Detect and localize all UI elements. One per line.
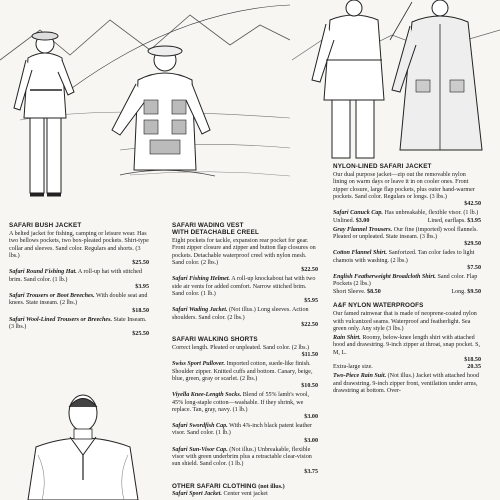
- heading-vest-1: SAFARI WADING VEST: [172, 222, 244, 229]
- flannel-shirt-desc: Sanforized. Tan color fades to light chamois with washing. (2 lbs.): [333, 250, 475, 264]
- helmet-price: $5.95: [304, 298, 318, 305]
- broadcloth-prices: [333, 289, 481, 296]
- pullover-price: $10.50: [301, 383, 318, 390]
- item-socks: [172, 392, 318, 421]
- flannel-trousers-desc: Our fine (imported) wool flannels. Pleated or unpleated. State inseam. (3 lbs.): [333, 226, 478, 240]
- swordfish-cap-desc: With 4⅞-inch black patent leather visor. Sand color. (1 lb.): [172, 423, 312, 437]
- rain-shirt-xl-price: 20.35: [467, 364, 481, 371]
- item-vest: [172, 238, 318, 275]
- wool-lined-desc: State Inseam. (3 lbs.): [9, 316, 147, 330]
- item-sport-jacket: [172, 491, 318, 498]
- pullover-desc: Imported cotton, suede-like finish. Shoulder zipper. Knitted cuffs and bottom. Canary, beige, blue, green, gray or scarlet. (2 lbs.): [172, 361, 313, 382]
- column-right: [333, 163, 481, 397]
- column-left: [9, 222, 149, 340]
- canuck-unlined-price: $3.00: [355, 217, 370, 224]
- item-rain-shirt: [333, 335, 481, 372]
- item-flannel-shirt: [333, 250, 481, 272]
- item-two-piece: [333, 373, 481, 395]
- waterproofs-desc: Our famed rainwear that is made of neoprene-coated nylon with vulcanized seams. Waterproof and featherlight. Sea green only. Any style (3 lbs.): [333, 311, 477, 333]
- rain-shirt-price: $18.50: [464, 357, 481, 364]
- item-helmet: [172, 276, 318, 305]
- rain-shirt-desc: Roomy, below-knee length shirt with attached hood and drawstring. 9-inch zipper at throat, snap pocket. S, M, L.: [333, 335, 481, 356]
- rain-shirt-xl-label: Extra-large size.: [333, 364, 373, 371]
- sport-jacket-name: Safari Sport Jacket.: [172, 491, 222, 498]
- sport-jacket-desc: Center vent jacket: [223, 491, 268, 498]
- canuck-cap-desc: Has unbreakable, flexible visor. (1 lb.): [384, 210, 479, 217]
- shorts-desc: Correct length. Pleated or unpleated. Sand color. (2 lbs.): [172, 344, 310, 351]
- bush-jacket-price: $25.50: [132, 260, 149, 267]
- canuck-lined-label: Lined, earflaps.: [427, 217, 466, 224]
- item-canuck-cap: [333, 210, 481, 225]
- illustration-pullover-model: [8, 385, 158, 500]
- illustration-jacket-models: [292, 0, 500, 162]
- broadcloth-name: English Featherweight Broadcloth Shirt.: [333, 273, 436, 280]
- wool-lined-name: Safari Wool-Lined Trousers or Breeches.: [9, 316, 112, 323]
- column-middle: [172, 222, 318, 500]
- wading-jacket-name: Safari Wading Jacket.: [172, 307, 228, 314]
- other-clothing-note: (not illus.): [258, 483, 285, 490]
- socks-desc: Blend of 55% lamb's wool, 45% long-staple cotton—washable. If they shrink, we replace. Tan, gray, navy. (1 lb.): [172, 392, 310, 413]
- breeches-name: Safari Trousers or Boot Breeches.: [9, 292, 95, 299]
- flannel-shirt-price: $7.50: [467, 264, 481, 271]
- wading-jacket-desc: (Not illus.) Long sleeves. Action shoulders. Sand color. (2 lbs.): [172, 307, 309, 321]
- fishing-hat-name: Safari Round Fishing Hat.: [9, 269, 77, 276]
- two-piece-name: Two-Piece Rain Suit.: [333, 373, 387, 380]
- heading-nylon-jacket: NYLON-LINED SAFARI JACKET: [333, 163, 432, 170]
- canuck-cap-prices: [333, 218, 481, 225]
- item-broadcloth: [333, 274, 481, 296]
- bush-jacket-desc: A belted jacket for fishing, camping or leisure wear. Has two bellows pockets, two box-pleated pockets. Shirt-type collar and sleeves. Sand color. Regulars and shorts. (3 lbs.): [9, 231, 149, 260]
- two-piece-desc: (Not illus.) Jacket with attached hood and drawstring. 9-inch zipper front, ventilation under arms, drawstring at bottom. Over-: [333, 373, 480, 395]
- wool-lined-price: $25.50: [132, 331, 149, 338]
- heading-shorts: SAFARI WALKING SHORTS: [172, 335, 258, 343]
- item-wading-jacket: [172, 307, 318, 329]
- socks-price: $3.00: [304, 414, 318, 421]
- broadcloth-desc: Sand color. Flap Pockets (2 lbs.): [333, 273, 478, 288]
- item-wool-lined: [9, 317, 149, 339]
- nylon-jacket-desc: Our dual purpose jacket—zip out the removable nylon lining on warm days or leave it in on cooler ones. Front zipper closure, large flap pockets, plus outer hand-warmer pockets. Sand color. Regulars or longs. (3 lbs.): [333, 172, 475, 201]
- illustration-fishermen: [0, 0, 290, 218]
- breeches-desc: With double seat and knees. State inseam. (2 lbs.): [9, 292, 148, 307]
- nylon-jacket-price: $42.50: [464, 201, 481, 208]
- fishing-hat-desc: A roll-up hat with stitched brim. Sand color. (1 lb.): [9, 269, 142, 283]
- flannel-trousers-name: Gray Flannel Trousers.: [333, 226, 393, 233]
- item-sun-visor: [172, 447, 318, 476]
- broadcloth-short-price: $8.50: [367, 288, 381, 295]
- heading-waterproofs: A&F NYLON WATERPROOFS: [333, 302, 424, 310]
- heading-vest-2: WITH DETACHABLE CREEL: [172, 229, 259, 236]
- vest-desc: Eight pockets for tackle, expansion rear pocket for gear. Front zipper closure and zipper and button flap closures on pockets. Detachable waterproof creel with nylon mesh. Sand color. (2 lbs.): [172, 238, 316, 267]
- heading-other-clothing: OTHER SAFARI CLOTHING: [172, 482, 257, 490]
- item-nylon-jacket: [333, 172, 481, 209]
- other-clothing-heading-line: [172, 483, 318, 491]
- item-pullover: [172, 361, 318, 390]
- shorts-price: $11.50: [301, 352, 318, 359]
- item-bush-jacket: [9, 231, 149, 268]
- canuck-cap-name: Safari Canuck Cap.: [333, 210, 383, 217]
- rain-shirt-name: Rain Shirt.: [333, 335, 361, 342]
- heading-bush-jacket: SAFARI BUSH JACKET: [9, 222, 82, 229]
- item-fishing-hat: [9, 269, 149, 291]
- helmet-name: Safari Fishing Helmet.: [172, 276, 231, 283]
- broadcloth-long-price: $9.50: [467, 288, 481, 295]
- item-waterproofs: [333, 311, 481, 333]
- item-swordfish-cap: [172, 423, 318, 445]
- swordfish-cap-name: Safari Swordfish Cap.: [172, 423, 228, 430]
- item-flannel-trousers: [333, 227, 481, 249]
- flannel-shirt-name: Cotton Flannel Shirt.: [333, 250, 388, 257]
- swordfish-cap-price: $3.00: [304, 437, 318, 444]
- socks-name: Viyella Knee-Length Socks.: [172, 392, 242, 399]
- helmet-desc: A roll-up knockabout hat with two side air vents for added comfort. Narrow stitched brim. Sand color. (1 lb.): [172, 276, 316, 297]
- broadcloth-long-label: Long.: [451, 288, 466, 295]
- canuck-unlined-label: Unlined.: [333, 217, 355, 224]
- breeches-price: $18.50: [132, 307, 149, 314]
- wading-jacket-price: $22.50: [301, 321, 318, 328]
- sun-visor-price: $3.75: [304, 468, 318, 475]
- sun-visor-name: Safari Sun-Visor Cap.: [172, 446, 228, 453]
- flannel-trousers-price: $29.50: [464, 241, 481, 248]
- fishing-hat-price: $3.95: [135, 284, 149, 290]
- sun-visor-desc: (Not illus.) Unbreakable, flexible visor with green underbrim plus a retractable clear-vision sun shield. Sand color. (1 lb.): [172, 446, 312, 468]
- item-shorts: [172, 345, 318, 360]
- vest-price: $22.50: [301, 267, 318, 274]
- broadcloth-short-label: Short Sleeve.: [333, 288, 366, 295]
- canuck-lined-price: $3.95: [467, 217, 481, 224]
- item-breeches: [9, 293, 149, 315]
- pullover-name: Swiss Sport Pullover.: [172, 361, 225, 368]
